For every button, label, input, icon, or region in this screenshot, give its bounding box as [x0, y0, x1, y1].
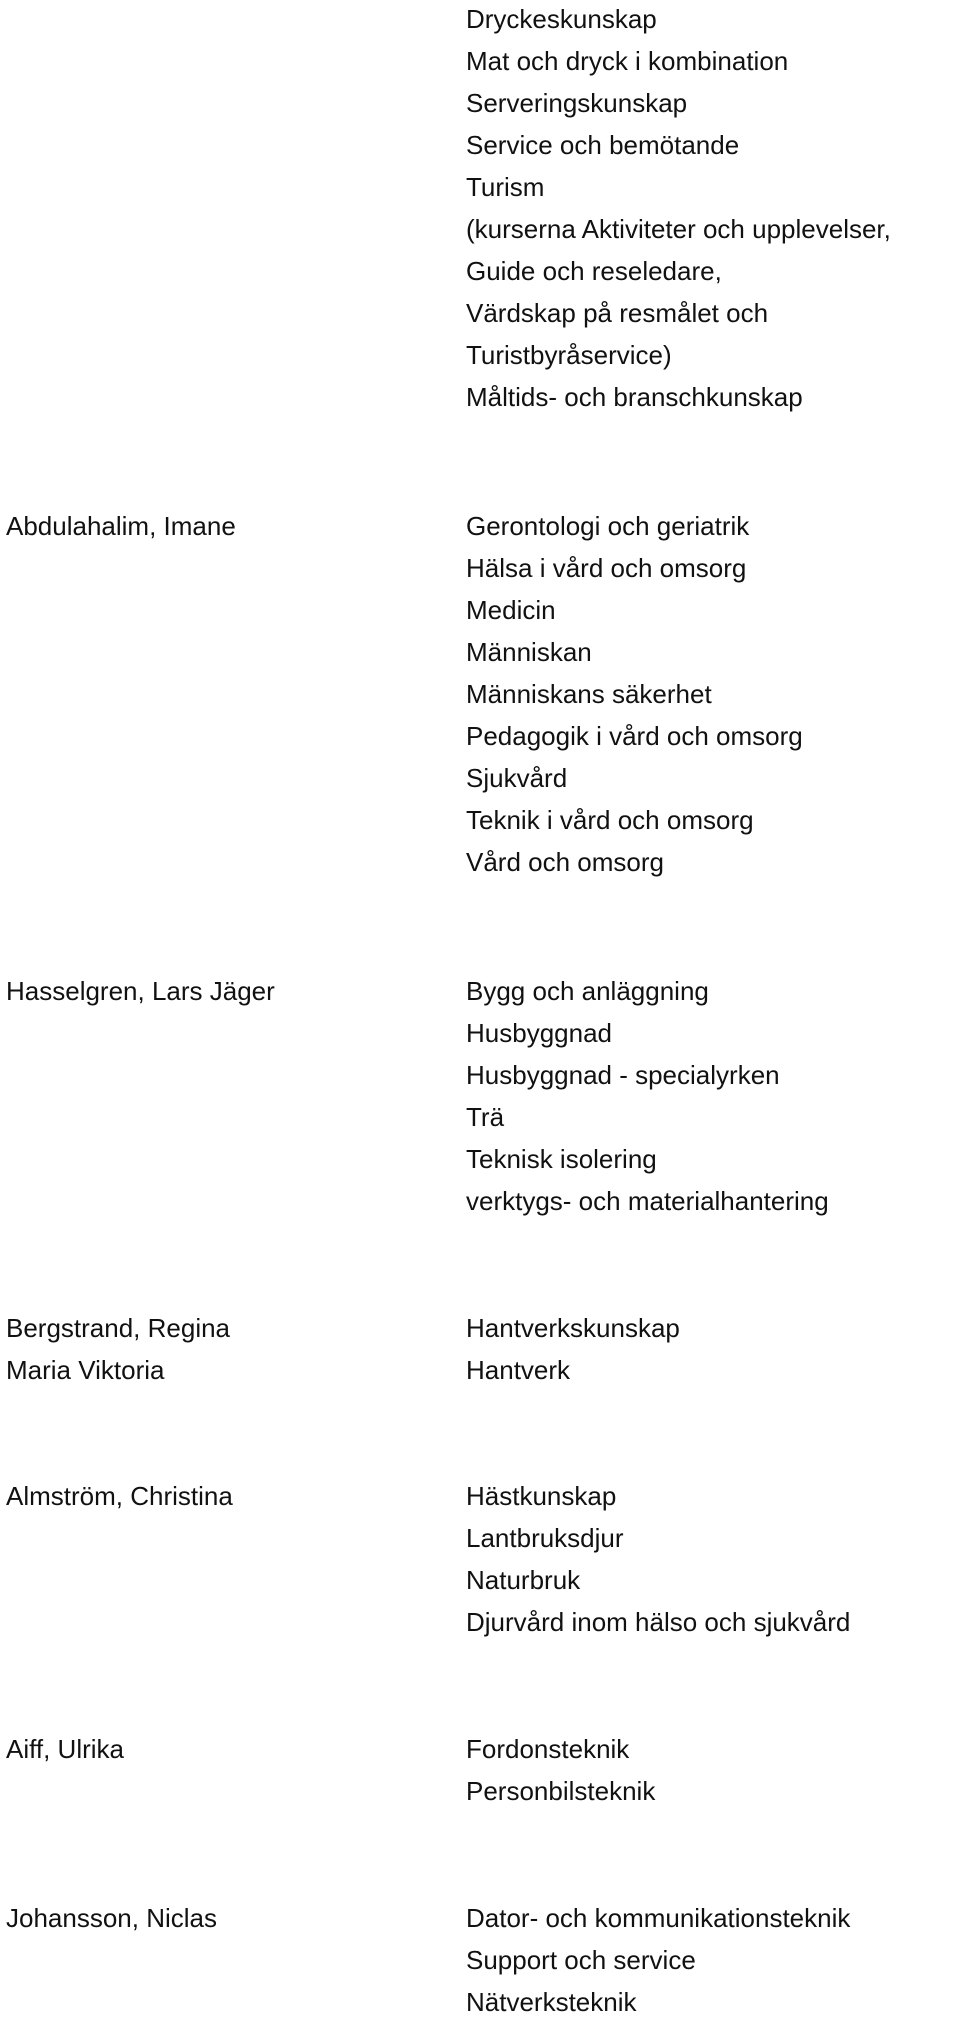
course-item: Gerontologi och geriatrik	[466, 511, 750, 541]
course-item: Service och bemötande	[466, 130, 740, 160]
course-item: Människan	[466, 637, 592, 667]
course-item: Lantbruksdjur	[466, 1523, 624, 1553]
course-item: Hantverk	[466, 1355, 571, 1385]
course-item: Dator- och kommunikationsteknik	[466, 1903, 851, 1933]
course-item: Teknisk isolering	[466, 1144, 657, 1174]
course-item: Värdskap på resmålet och	[466, 298, 769, 328]
course-item: Dryckeskunskap	[466, 4, 657, 34]
course-item: Naturbruk	[466, 1565, 581, 1595]
course-list	[466, 1897, 956, 2023]
course-item: Människans säkerhet	[466, 679, 712, 709]
teacher-name-line: Johansson, Niclas	[6, 1903, 217, 1933]
course-item: Serveringskunskap	[466, 88, 688, 118]
course-item: Husbyggnad - specialyrken	[466, 1060, 780, 1090]
teacher-name	[6, 1475, 446, 1517]
course-item: Hantverkskunskap	[466, 1313, 680, 1343]
course-item: Husbyggnad	[466, 1018, 612, 1048]
course-item: Hälsa i vård och omsorg	[466, 553, 747, 583]
course-list	[466, 970, 956, 1222]
course-item: Vård och omsorg	[466, 847, 664, 877]
course-item: Fordonsteknik	[466, 1734, 630, 1764]
teacher-name-line: Aiff, Ulrika	[6, 1734, 124, 1764]
course-item: Guide och reseledare,	[466, 256, 722, 286]
course-item: Turistbyråservice)	[466, 340, 672, 370]
course-item: Bygg och anläggning	[466, 976, 709, 1006]
course-list	[466, 1728, 956, 1812]
teacher-name-line: Maria Viktoria	[6, 1355, 165, 1385]
course-item: Medicin	[466, 595, 556, 625]
teacher-name-line: Almström, Christina	[6, 1481, 233, 1511]
course-item: Djurvård inom hälso och sjukvård	[466, 1607, 851, 1637]
course-item: Måltids- och branschkunskap	[466, 382, 803, 412]
teacher-name-line: Bergstrand, Regina	[6, 1313, 231, 1343]
course-list	[466, 505, 956, 883]
course-item: verktygs- och materialhantering	[466, 1186, 829, 1216]
teacher-name-line: Abdulahalim, Imane	[6, 511, 236, 541]
teacher-name	[6, 505, 446, 547]
course-item: Hästkunskap	[466, 1481, 617, 1511]
course-item: Turism	[466, 172, 545, 202]
course-item: Mat och dryck i kombination	[466, 46, 789, 76]
course-list	[466, 1307, 956, 1391]
teacher-name	[6, 1728, 446, 1770]
teacher-name	[6, 1897, 446, 1939]
course-item: (kurserna Aktiviteter och upplevelser,	[466, 214, 891, 244]
course-item: Support och service	[466, 1945, 696, 1975]
course-list	[466, 0, 956, 418]
course-item: Teknik i vård och omsorg	[466, 805, 754, 835]
teacher-name	[6, 970, 446, 1012]
teacher-name	[6, 1307, 446, 1391]
course-item: Pedagogik i vård och omsorg	[466, 721, 803, 751]
course-item: Sjukvård	[466, 763, 568, 793]
course-item: Nätverksteknik	[466, 1987, 637, 2017]
course-item: Trä	[466, 1102, 505, 1132]
course-item: Personbilsteknik	[466, 1776, 656, 1806]
teacher-name-line: Hasselgren, Lars Jäger	[6, 976, 275, 1006]
course-list	[466, 1475, 956, 1643]
